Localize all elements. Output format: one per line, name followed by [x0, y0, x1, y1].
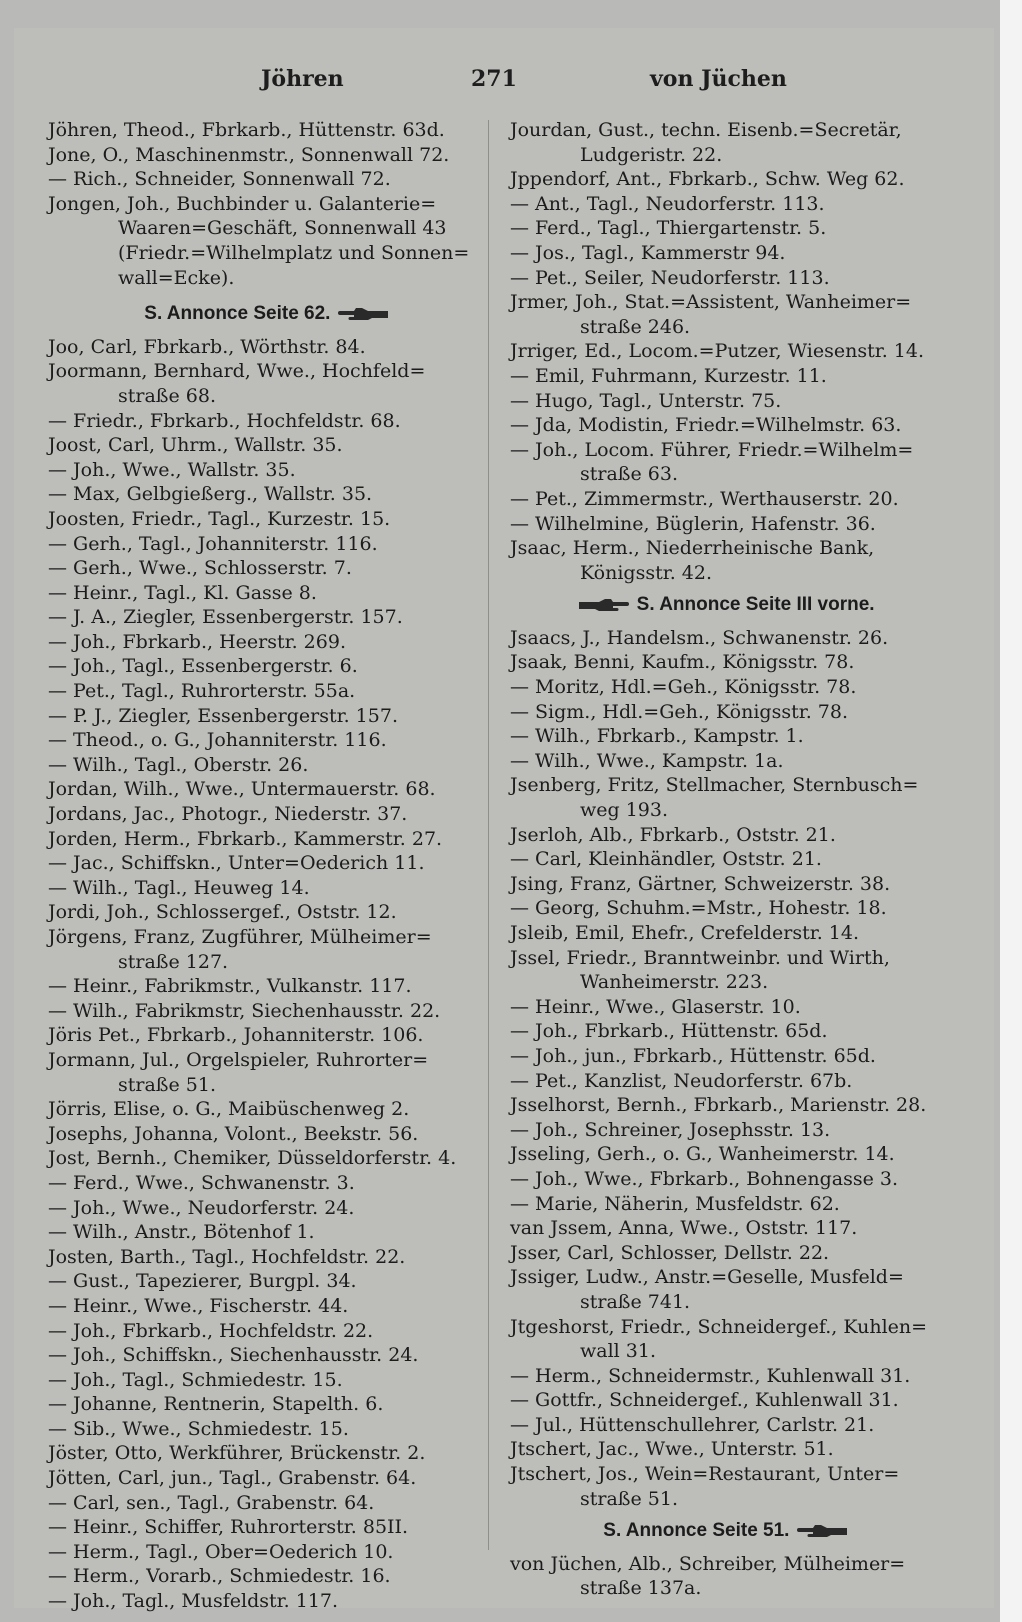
directory-entry: Jsaacs, J., Handelsm., Schwanenstr. 26.	[510, 626, 889, 649]
directory-entry: Jsseling, Gerh., o. G., Wanheimerstr. 14.	[510, 1143, 895, 1166]
directory-entry: — Wilh., Fbrkarb., Kampstr. 1.	[510, 725, 804, 748]
directory-entry: Jöhren, Theod., Fbrkarb., Hüttenstr. 63d.	[48, 119, 445, 141]
directory-entry: Jssel, Friedr., Branntweinbr. und Wirth,	[510, 946, 890, 969]
directory-entry: Jorden, Herm., Fbrkarb., Kammerstr. 27.	[48, 827, 443, 850]
directory-entry: Jsser, Carl, Schlosser, Dellstr. 22.	[510, 1241, 830, 1264]
directory-entry: — P. J., Ziegler, Essenbergerstr. 157.	[48, 704, 398, 727]
entry-continuation: straße 51.	[580, 1487, 678, 1510]
directory-entry: — Wilh., Fabrikmstr, Siechenhausstr. 22.	[48, 999, 441, 1022]
directory-entry: — Heinr., Fabrikmstr., Vulkanstr. 117.	[48, 975, 412, 998]
directory-entry: — Emil, Fuhrmann, Kurzestr. 11.	[510, 364, 827, 387]
directory-entry: — Wilh., Anstr., Bötenhof 1.	[48, 1221, 315, 1244]
directory-entry: Jppendorf, Ant., Fbrkarb., Schw. Weg 62.	[510, 168, 905, 191]
directory-entry: — Joh., Schiffskn., Siechenhausstr. 24.	[48, 1344, 419, 1367]
directory-entry: Joosten, Friedr., Tagl., Kurzestr. 15.	[48, 507, 391, 530]
directory-entry: — Wilh., Tagl., Heuweg 14.	[48, 876, 310, 899]
directory-entry: van Jssem, Anna, Wwe., Oststr. 117.	[510, 1217, 858, 1240]
directory-entry: — Friedr., Fbrkarb., Hochfeldstr. 68.	[48, 409, 401, 432]
directory-entry: Jöris Pet., Fbrkarb., Johanniterstr. 106.	[48, 1024, 424, 1047]
entry-continuation: wall 31.	[580, 1340, 656, 1363]
directory-entry: — Gerh., Tagl., Johanniterstr. 116.	[48, 532, 378, 555]
page-number: 271	[471, 66, 517, 92]
directory-entry: — Jul., Hüttenschullehrer, Carlstr. 21.	[510, 1413, 875, 1436]
directory-entry: — Pet., Kanzlist, Neudorferstr. 67b.	[510, 1069, 853, 1092]
directory-entry: — Pet., Tagl., Ruhrorterstr. 55a.	[48, 680, 356, 703]
directory-entry: Josten, Barth., Tagl., Hochfeldstr. 22.	[48, 1245, 406, 1268]
header-running-head-right: von Jüchen	[650, 66, 787, 92]
directory-entry: — Johanne, Rentnerin, Stapelth. 6.	[48, 1393, 384, 1416]
directory-entry: — Sigm., Hdl.=Geh., Königsstr. 78.	[510, 700, 849, 723]
directory-entry: — Joh., Locom. Führer, Friedr.=Wilhelm=	[510, 438, 914, 461]
directory-entry: — Wilh., Wwe., Kampstr. 1a.	[510, 749, 784, 772]
directory-entry: Jsing, Franz, Gärtner, Schweizerstr. 38.	[510, 872, 891, 895]
pointing-hand-icon	[795, 1523, 849, 1539]
directory-entry: — Joh., Wwe., Fbrkarb., Bohnengasse 3.	[510, 1167, 898, 1190]
entry-continuation: straße 127.	[118, 950, 229, 973]
entry-continuation: Königsstr. 42.	[580, 561, 713, 584]
directory-entry: — Carl, Kleinhändler, Oststr. 21.	[510, 848, 822, 871]
directory-entry: — Wilh., Tagl., Oberstr. 26.	[48, 753, 309, 776]
entry-continuation: Wanheimerstr. 223.	[580, 971, 769, 994]
directory-entry: Jörris, Elise, o. G., Maibüschenweg 2.	[48, 1098, 410, 1121]
directory-entry: Jtschert, Jos., Wein=Restaurant, Unter=	[510, 1463, 900, 1486]
directory-entry: — Carl, sen., Tagl., Grabenstr. 64.	[48, 1491, 375, 1514]
directory-entry: — Joh., jun., Fbrkarb., Hüttenstr. 65d.	[510, 1044, 876, 1067]
entry-continuation: wall=Ecke).	[118, 266, 235, 289]
directory-entry: Jongen, Joh., Buchbinder u. Galanterie=	[48, 192, 437, 215]
directory-entry: — Heinr., Wwe., Fischerstr. 44.	[48, 1294, 349, 1317]
directory-entry: Joo, Carl, Fbrkarb., Wörthstr. 84.	[48, 335, 366, 358]
directory-entry: Jsleib, Emil, Ehefr., Crefelderstr. 14.	[510, 922, 860, 944]
directory-entry: Joormann, Bernhard, Wwe., Hochfeld=	[48, 360, 426, 383]
directory-entry: — Heinr., Wwe., Glaserstr. 10.	[510, 995, 801, 1018]
directory-entry: — Herm., Schneidermstr., Kuhlenwall 31.	[510, 1364, 911, 1387]
directory-entry: — Ferd., Wwe., Schwanenstr. 3.	[48, 1171, 355, 1194]
entry-continuation: weg 193.	[580, 799, 669, 822]
directory-entry: Jserloh, Alb., Fbrkarb., Oststr. 21.	[510, 823, 836, 846]
directory-entry: — Joh., Tagl., Schmiedestr. 15.	[48, 1368, 343, 1391]
directory-entry: Jsaac, Herm., Niederrheinische Bank,	[510, 537, 875, 560]
entry-continuation: straße 51.	[118, 1073, 216, 1096]
pointing-hand-icon	[577, 597, 631, 613]
directory-entry: — Heinr., Tagl., Kl. Gasse 8.	[48, 581, 317, 604]
directory-entry: — Pet., Zimmermstr., Werthauserstr. 20.	[510, 487, 899, 510]
entry-continuation: Waaren=Geschäft, Sonnenwall 43	[118, 217, 447, 240]
directory-entry: — Herm., Tagl., Ober=Oederich 10.	[48, 1540, 394, 1563]
directory-entry: Jost, Bernh., Chemiker, Düsseldorferstr. 4.	[48, 1147, 457, 1170]
directory-entry: — Jac., Schiffskn., Unter=Oederich 11.	[48, 852, 425, 875]
directory-entry: Josephs, Johanna, Volont., Beekstr. 56.	[48, 1122, 419, 1145]
directory-entry: — Jda, Modistin, Friedr.=Wilhelmstr. 63.	[510, 414, 902, 437]
directory-entry: — Joh., Fbrkarb., Heerstr. 269.	[48, 630, 346, 653]
directory-entry: Jordi, Joh., Schlossergef., Oststr. 12.	[48, 901, 397, 924]
directory-entry: — J. A., Ziegler, Essenbergerstr. 157.	[48, 606, 403, 629]
directory-entry: — Joh., Schreiner, Josephsstr. 13.	[510, 1118, 831, 1141]
directory-entry: — Gust., Tapezierer, Burgpl. 34.	[48, 1270, 357, 1293]
page-header	[14, 66, 994, 102]
directory-entry: von Jüchen, Alb., Schreiber, Mülheimer=	[510, 1552, 906, 1575]
annonce-text: S. Annonce Seite 62.	[144, 303, 331, 325]
directory-entry: Jörgens, Franz, Zugführer, Mülheimer=	[48, 926, 432, 948]
directory-entry: — Joh., Fbrkarb., Hüttenstr. 65d.	[510, 1020, 828, 1043]
directory-entry: — Ferd., Tagl., Thiergartenstr. 5.	[510, 217, 827, 240]
annonce-reference	[48, 290, 486, 335]
directory-entry: Jsaak, Benni, Kaufm., Königsstr. 78.	[510, 651, 855, 674]
entry-continuation: Ludgeristr. 22.	[580, 143, 723, 166]
right-column	[510, 118, 942, 1601]
directory-entry: — Sib., Wwe., Schmiedestr. 15.	[48, 1417, 349, 1440]
annonce-reference	[510, 585, 942, 626]
directory-entry: Jsenberg, Fritz, Stellmacher, Sternbusch=	[510, 774, 919, 797]
directory-entry: Jtgeshorst, Friedr., Schneidergef., Kuhlen=	[510, 1315, 928, 1338]
directory-entry: — Ant., Tagl., Neudorferstr. 113.	[510, 192, 825, 215]
directory-entry: Jordans, Jac., Photogr., Niederstr. 37.	[48, 803, 408, 826]
annonce-reference	[510, 1511, 942, 1552]
pointing-hand-icon	[336, 306, 390, 322]
directory-entry: — Hugo, Tagl., Unterstr. 75.	[510, 389, 782, 412]
directory-entry: — Gottfr., Schneidergef., Kuhlenwall 31.	[510, 1389, 899, 1412]
directory-entry: — Joh., Wwe., Wallstr. 35.	[48, 458, 296, 481]
entry-continuation: straße 68.	[118, 384, 216, 407]
directory-entry: Joost, Carl, Uhrm., Wallstr. 35.	[48, 434, 343, 457]
entry-continuation: (Friedr.=Wilhelmplatz und Sonnen=	[118, 241, 470, 264]
directory-entry: Jötten, Carl, jun., Tagl., Grabenstr. 64.	[48, 1467, 417, 1490]
directory-entry: Jormann, Jul., Orgelspieler, Ruhrorter=	[48, 1048, 429, 1071]
directory-entry: Jssiger, Ludw., Anstr.=Geselle, Musfeld=	[510, 1266, 904, 1289]
directory-entry: — Wilhelmine, Büglerin, Hafenstr. 36.	[510, 512, 876, 535]
directory-entry: — Marie, Näherin, Musfeldstr. 62.	[510, 1192, 840, 1215]
directory-entry: — Joh., Tagl., Musfeldstr. 117.	[48, 1590, 339, 1613]
directory-entry: Jrmer, Joh., Stat.=Assistent, Wanheimer=	[510, 291, 912, 314]
directory-entry: Jtschert, Jac., Wwe., Unterstr. 51.	[510, 1438, 834, 1461]
directory-entry: — Joh., Fbrkarb., Hochfeldstr. 22.	[48, 1319, 374, 1342]
directory-entry: — Pet., Seiler, Neudorferstr. 113.	[510, 266, 830, 289]
directory-entry: — Moritz, Hdl.=Geh., Königsstr. 78.	[510, 676, 857, 699]
directory-entry: — Gerh., Wwe., Schlosserstr. 7.	[48, 557, 352, 580]
directory-entry: — Georg, Schuhm.=Mstr., Hohestr. 18.	[510, 897, 887, 920]
directory-entry: — Max, Gelbgießerg., Wallstr. 35.	[48, 483, 373, 506]
annonce-text: S. Annonce Seite III vorne.	[636, 594, 875, 616]
left-column	[48, 118, 486, 1614]
directory-entry: — Heinr., Schiffer, Ruhrorterstr. 85II.	[48, 1516, 409, 1539]
directory-entry: — Joh., Wwe., Neudorferstr. 24.	[48, 1196, 355, 1219]
directory-entry: Jrriger, Ed., Locom.=Putzer, Wiesenstr. 14.	[510, 340, 925, 363]
entry-continuation: straße 63.	[580, 463, 678, 486]
directory-entry: — Joh., Tagl., Essenbergerstr. 6.	[48, 655, 358, 678]
column-divider	[488, 120, 489, 1550]
directory-entry: Jöster, Otto, Werkführer, Brückenstr. 2.	[48, 1442, 426, 1465]
entry-continuation: straße 741.	[580, 1290, 691, 1313]
entry-continuation: straße 137a.	[580, 1577, 702, 1600]
header-running-head-left: Jöhren	[261, 66, 344, 92]
annonce-text: S. Annonce Seite 51.	[603, 1520, 790, 1542]
directory-entry: — Herm., Vorarb., Schmiedestr. 16.	[48, 1565, 391, 1588]
directory-entry: Jordan, Wilh., Wwe., Untermauerstr. 68.	[48, 778, 436, 801]
directory-entry: — Theod., o. G., Johanniterstr. 116.	[48, 729, 387, 752]
directory-sheet	[14, 28, 994, 1613]
directory-entry: Jsselhorst, Bernh., Fbrkarb., Marienstr. 28.	[510, 1094, 927, 1117]
directory-entry: — Jos., Tagl., Kammerstr 94.	[510, 241, 786, 264]
directory-entry: Jone, O., Maschinenmstr., Sonnenwall 72.	[48, 143, 450, 166]
entry-continuation: straße 246.	[580, 315, 691, 338]
directory-entry: Jourdan, Gust., techn. Eisenb.=Secretär,	[510, 119, 902, 141]
directory-entry: — Rich., Schneider, Sonnenwall 72.	[48, 168, 391, 191]
